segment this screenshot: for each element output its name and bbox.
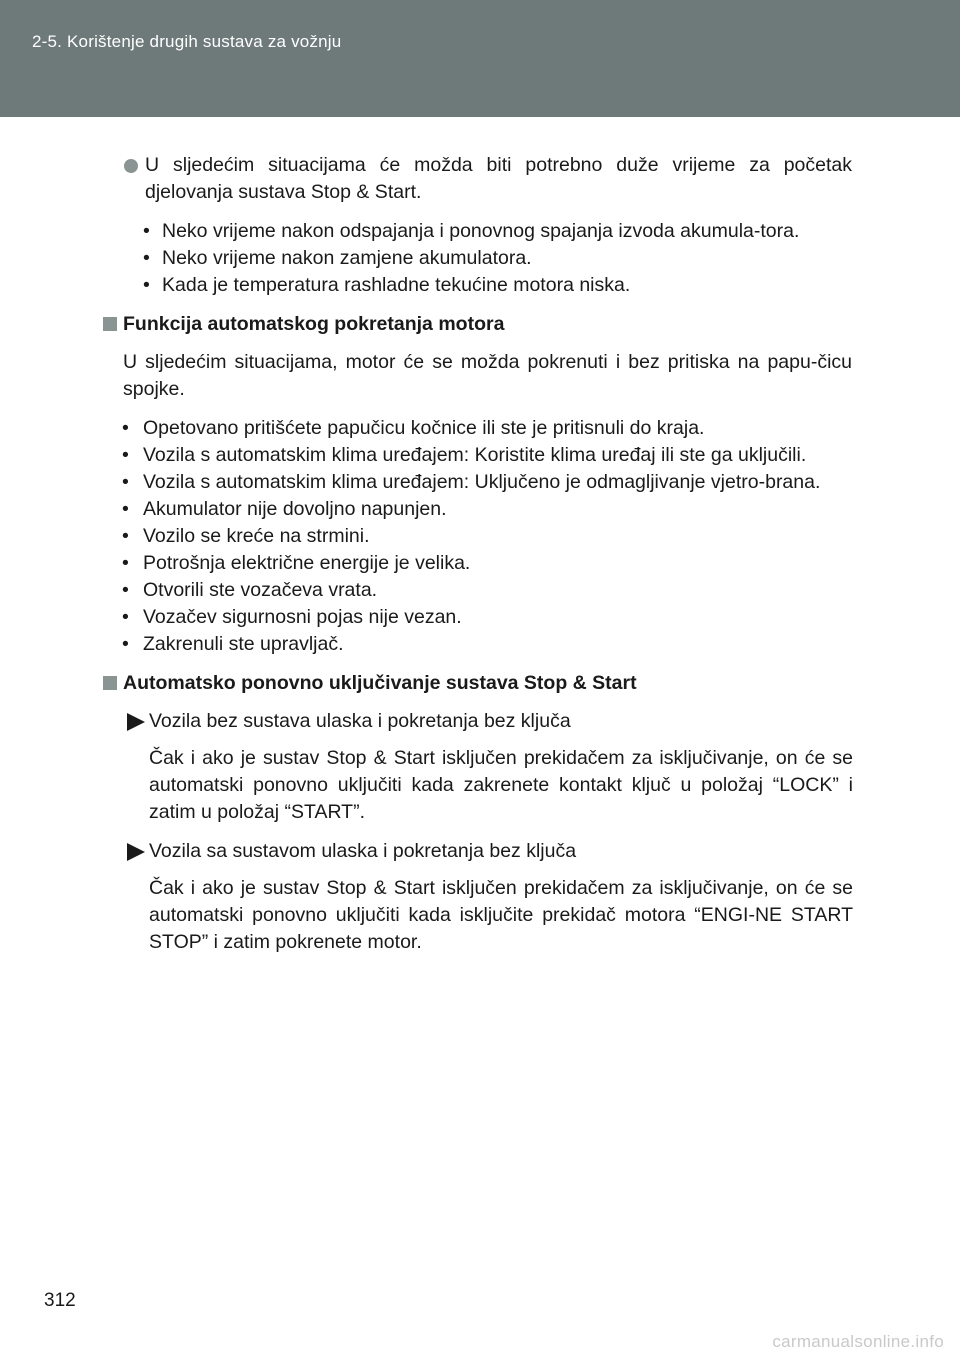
- list-item: • Vozila s automatskim klima uređajem: Uključeno je odmagljivanje vjetro-brana.: [0, 469, 960, 496]
- list-item: • Vozila s automatskim klima uređajem: Koristite klima uređaj ili ste ga uključili.: [0, 442, 960, 469]
- subsection-body-without-keyless: Čak i ako je sustav Stop & Start isključen prekidačem za isključivanje, on će se automatski ponovno uključiti kada zakrenete kontakt ključ u položaj “LOCK” i zatim u položaj “START”.: [149, 747, 853, 823]
- bullet-dot-icon: •: [122, 606, 129, 628]
- note-list: [0, 218, 960, 299]
- square-bullet-icon: [103, 676, 117, 690]
- bullet-dot-icon: •: [143, 247, 150, 269]
- page-content: [0, 152, 960, 956]
- list-item: • Akumulator nije dovoljno napunjen.: [0, 496, 960, 523]
- page-number: 312: [44, 1290, 76, 1311]
- circle-bullet-icon: [124, 159, 138, 173]
- list-item: • Zakrenuli ste upravljač.: [0, 631, 960, 658]
- bullet-dot-icon: •: [143, 274, 150, 296]
- list-item: • Neko vrijeme nakon zamjene akumulatora.: [0, 245, 960, 272]
- triangle-right-icon: [127, 713, 145, 731]
- bullet-dot-icon: •: [122, 579, 129, 601]
- note-text: U sljedećim situacijama će možda biti potrebno duže vrijeme za početak djelovanja sustava Stop & Start.: [145, 154, 852, 203]
- list-item: • Opetovano pritišćete papučicu kočnice ili ste je pritisnuli do kraja.: [0, 415, 960, 442]
- chapter-header: [0, 0, 960, 117]
- bullet-dot-icon: •: [122, 417, 129, 439]
- list-item: • Vozilo se kreće na strmini.: [0, 523, 960, 550]
- section-intro: U sljedećim situacijama, motor će se možda pokrenuti i bez pritiska na papu-čicu spojke.: [123, 351, 852, 400]
- bullet-dot-icon: •: [122, 552, 129, 574]
- bullet-dot-icon: •: [122, 498, 129, 520]
- chapter-title: 2-5. Korištenje drugih sustava za vožnju: [32, 32, 342, 51]
- bullet-dot-icon: •: [122, 525, 129, 547]
- section-heading-auto-reactivation: Automatsko ponovno uključivanje sustava Stop & Start: [0, 670, 960, 697]
- bullet-dot-icon: •: [122, 471, 129, 493]
- list-item: • Kada je temperatura rashladne tekućine motora niska.: [0, 272, 960, 299]
- watermark: carmanualsonline.info: [772, 1332, 944, 1351]
- subsection-body-with-keyless: Čak i ako je sustav Stop & Start isključen prekidačem za isključivanje, on će se automatski ponovno uključiti kada isključite prekidač motora “ENGI-NE START STOP” i zatim pokrenete motor.: [149, 877, 853, 953]
- bullet-dot-icon: •: [143, 220, 150, 242]
- list-item: • Potrošnja električne energije je velika.: [0, 550, 960, 577]
- bullet-dot-icon: •: [122, 444, 129, 466]
- bullet-dot-icon: •: [122, 633, 129, 655]
- subsection-title-without-keyless: Vozila bez sustava ulaska i pokretanja bez ključa: [0, 708, 960, 735]
- square-bullet-icon: [103, 317, 117, 331]
- list-item: • Vozačev sigurnosni pojas nije vezan.: [0, 604, 960, 631]
- section-heading-auto-start: Funkcija automatskog pokretanja motora: [0, 311, 960, 338]
- subsection-title-with-keyless: Vozila sa sustavom ulaska i pokretanja bez ključa: [0, 838, 960, 865]
- auto-start-conditions-list: [0, 415, 960, 658]
- triangle-right-icon: [127, 843, 145, 861]
- list-item: • Otvorili ste vozačeva vrata.: [0, 577, 960, 604]
- list-item: • Neko vrijeme nakon odspajanja i ponovnog spajanja izvoda akumula-tora.: [0, 218, 960, 245]
- note-paragraph: [0, 152, 960, 206]
